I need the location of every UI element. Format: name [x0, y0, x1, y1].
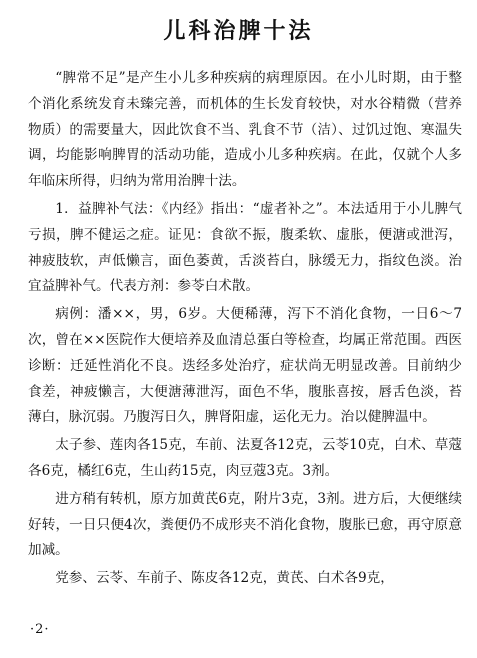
prescription-paragraph: 太子参、莲肉各15克，车前、法夏各12克，云苓10克，白术、草蔻各6克，橘红6克，生山药15克，肉豆蔻3克。3剂。 [28, 437, 462, 479]
page-number: ·2· [30, 622, 50, 637]
page-title: 儿科治脾十法 [163, 18, 314, 44]
prescription-2-paragraph: 党参、云苓、车前子、陈皮各12克，黄芪、白术各9克， [55, 570, 394, 587]
method-1-paragraph: 1．益脾补气法：《内经》指出：“虚者补之”。本法适用于小儿脾气亏损，脾不健运之症。证见：食欲不振，腹柔软、虚胀，便溏或泄泻，神疲肢软，声低懒言，面色萎黄，舌淡苔白，脉缓无力，指纹色淡。治宜益脾补气。代表方剂：参苓白术散。 [28, 200, 462, 295]
article-body [28, 66, 462, 594]
followup-paragraph: 进方稍有转机，原方加黄芪6克，附片3克，3剂。进方后，大便继续好转，一日只便4次，粪便仍不成形夹不消化食物，腹胀已愈，再守原意加减。 [28, 490, 462, 559]
intro-paragraph: “脾常不足”是产生小儿多种疾病的病理原因。在小儿时期，由于整个消化系统发育未臻完善，而机体的生长发育较快，对水谷精微（营养物质）的需要量大，因此饮食不当、乳食不节（洁）、过饥过饱、寒温失调，均能影响脾胃的活动功能，造成小儿多种疾病。在此，仅就个人多年临床所得，归纳为常用治脾十法。 [28, 70, 462, 190]
case-paragraph: 病例：潘××，男，6岁。大便稀薄，泻下不消化食物，一日6～7次，曾在××医院作大便培养及血清总蛋白等检查，均属正常范围。西医诊断：迁延性消化不良。迭经多处治疗，症状尚无明显改善。目前纳少食差，神疲懒言，大便溏薄泄泻，面色不华，腹胀喜按，唇舌色淡，苔薄白，脉沉弱。乃腹泻日久，脾肾阳虚，运化无力。治以健脾温中。 [28, 306, 462, 426]
